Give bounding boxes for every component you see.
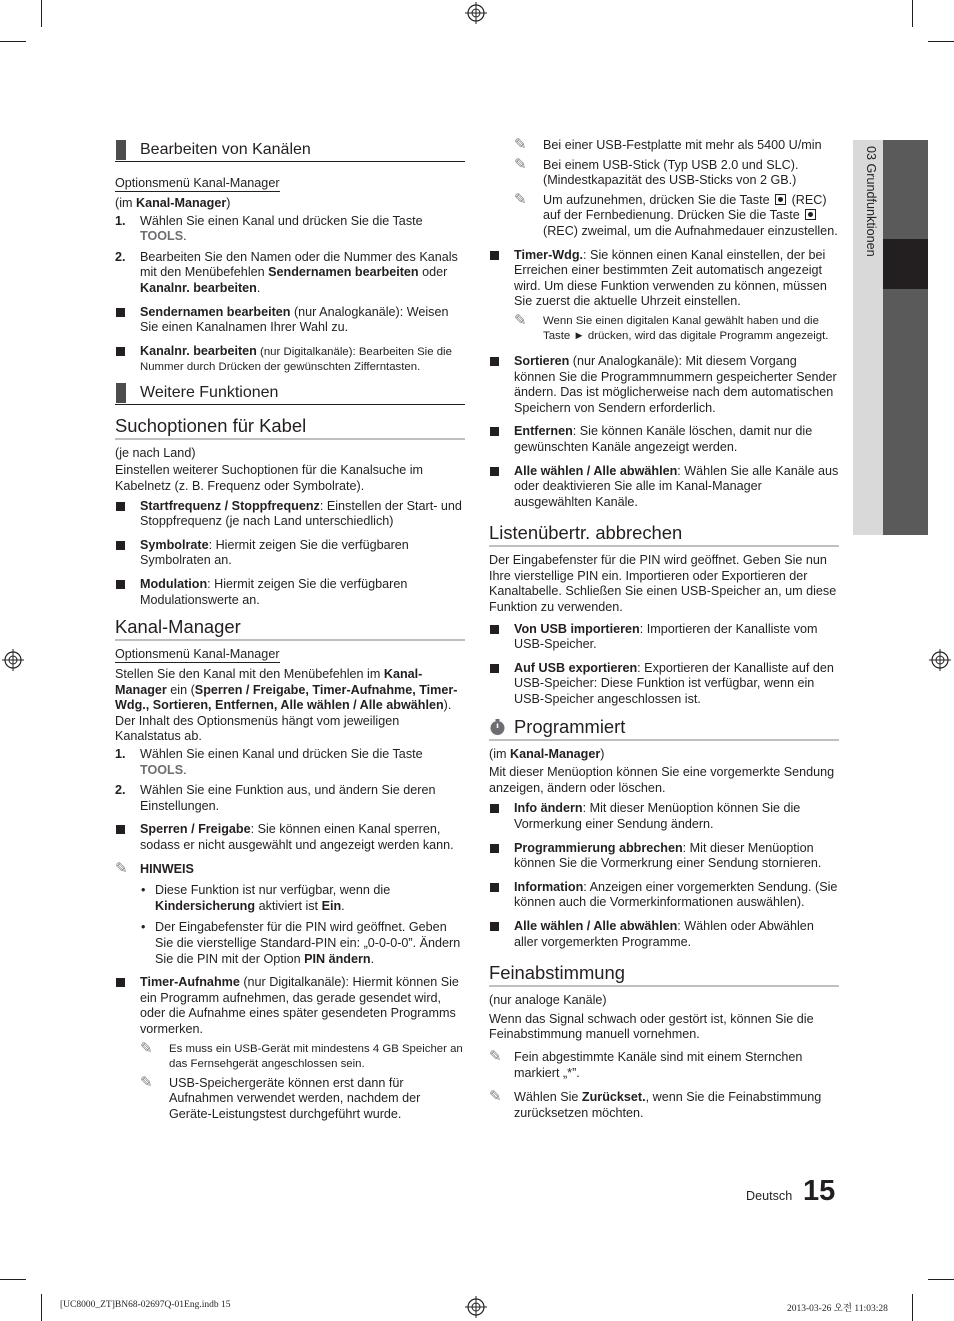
bullet-alle-waehlen-programme: Alle wählen / Alle abwählen: Wählen oder Abwählen aller vorgemerkten Programme. <box>489 919 839 950</box>
bullet-entfernen: Entfernen: Sie können Kanäle löschen, damit nur die gewünschten Kanäle angezeigt werden. <box>489 424 839 455</box>
options-menu-label: Optionsmenü Kanal-Manager <box>115 176 280 190</box>
note-sternchen: ✎ Fein abgestimmte Kanäle sind mit einem Sternchen markiert „*”. <box>489 1047 803 1080</box>
note-pencil-icon: ✎ <box>140 1073 153 1091</box>
step-1: 1. Wählen Sie einen Kanal und drücken Sie die Taste TOOLS. <box>115 747 423 777</box>
section-bearbeiten-heading: Bearbeiten von Kanälen <box>115 140 465 162</box>
crop-mark <box>0 1279 26 1280</box>
context-note: (im Kanal-Manager) <box>489 746 605 761</box>
manager-intro: Stellen Sie den Kanal mit den Menübefehlen im Kanal-Manager ein (Sperren / Freigabe, Timer-Aufnahme, Timer-Wdg., Sortieren, Entfernen, Alle wählen / Alle abwählen). Der Inhalt des Optionsmenüs hängt vom jeweiligen Kanalstatus ab. <box>115 667 458 744</box>
bullet-modulation: Modulation: Hiermit zeigen Sie die verfügbaren Modulationswerte an. <box>115 577 465 608</box>
rec-button-icon <box>805 209 816 220</box>
note-zuruecksetzen: ✎ Wählen Sie Zurückset., wenn Sie die Feinabstimmung zurücksetzen möchten. <box>489 1088 822 1120</box>
hinweis-label: ✎ HINWEIS <box>115 859 194 877</box>
bullet-sperren: Sperren / Freigabe: Sie können einen Kanal sperren, sodass er nicht ausgewählt und angezeigt werden kann. <box>115 822 465 853</box>
usb-notes <box>489 138 839 240</box>
note-pencil-icon: ✎ <box>514 190 527 208</box>
side-tab-dark <box>883 140 928 535</box>
programmiert-title: Programmiert <box>489 716 839 741</box>
heading-bar <box>116 140 126 160</box>
timer-clock-icon <box>489 719 506 736</box>
context-note: (je nach Land) <box>115 445 196 460</box>
hinweis-item: • Diese Funktion ist nur verfügbar, wenn die Kindersicherung aktiviert ist Ein. <box>141 883 391 913</box>
note-pencil-icon: ✎ <box>489 1047 502 1065</box>
crop-mark <box>41 0 42 27</box>
suchoptionen-title: Suchoptionen für Kabel <box>115 415 465 440</box>
crop-mark <box>912 1294 913 1321</box>
bullet-sendernamen: Sendernamen bearbeiten (nur Analogkanäle): Weisen Sie einen Kanalnamen Ihrer Wahl zu. <box>115 305 465 336</box>
kanal-manager-title: Kanal-Manager <box>115 616 465 641</box>
step-2: 2. Bearbeiten Sie den Namen oder die Nummer des Kanals mit den Menübefehlen Sendernamen bearbeiten oder Kanalnr. bearbeiten. <box>115 249 458 295</box>
crop-mark <box>928 1279 954 1280</box>
options-menu-label: Optionsmenü Kanal-Manager <box>115 647 280 662</box>
programmiert-intro: Mit dieser Menüoption können Sie eine vorgemerkte Sendung anzeigen, ändern oder löschen. <box>489 765 835 795</box>
listenuebertr-title: Listenübertr. abbrechen <box>489 522 839 547</box>
note-pencil-icon: ✎ <box>115 859 128 877</box>
bullet-sortieren: Sortieren (nur Analogkanäle): Mit diesem Vorgang können Sie die Programmnummern gespeicherter Sender ändern. Das ist möglicherweise nach dem automatischen Speichern von Sendern erforderlich. <box>489 354 839 416</box>
registration-mark-icon <box>465 2 487 24</box>
note-usb-4gb: ✎ Es muss ein USB-Gerät mit mindestens 4 GB Speicher an das Fernsehgerät angeschlossen sein. <box>140 1039 463 1070</box>
hinweis-item: • Der Eingabefenster für die PIN wird geöffnet. Geben Sie die vierstellige Standard-PIN ein: „0-0-0-0”. Ändern Sie die PIN mit der Option PIN ändern. <box>141 920 461 966</box>
footer-filename: [UC8000_ZT]BN68-02697Q-01Eng.indb 15 <box>60 1300 231 1310</box>
timer-notes <box>489 311 839 344</box>
note-pencil-icon: ✎ <box>489 1088 502 1106</box>
registration-mark-icon <box>465 1296 487 1318</box>
bullet-symbolrate: Symbolrate: Hiermit zeigen Sie die verfügbaren Symbolraten an. <box>115 538 465 569</box>
heading-bar <box>116 383 126 403</box>
bullet-timer-aufnahme: Timer-Aufnahme (nur Digitalkanäle): Hiermit können Sie ein Programm aufnehmen, das gerade gesendet wird, oder die Aufnahme eines später gesendeten Programms vormerken. <box>115 975 465 1037</box>
footer-language: Deutsch <box>746 1189 793 1203</box>
note-pencil-icon: ✎ <box>514 155 527 173</box>
bullet-programmierung-abbrechen: Programmierung abbrechen: Mit dieser Menüoption können Sie die Vormerkrung einer Sendung stornieren. <box>489 841 839 872</box>
note-pencil-icon: ✎ <box>140 1039 153 1057</box>
fein-intro: Wenn das Signal schwach oder gestört ist, können Sie die Feinabstimmung manuell vornehmen. <box>489 1011 814 1042</box>
registration-mark-icon <box>929 649 951 671</box>
hinweis-list <box>115 883 465 967</box>
bullet-alle-waehlen: Alle wählen / Alle abwählen: Wählen Sie alle Kanäle aus oder deaktivieren Sie alle im Kanal-Manager ausgewählten Kanäle. <box>489 464 839 511</box>
step-2: 2. Wählen Sie eine Funktion aus, und ändern Sie deren Einstellungen. <box>115 783 436 813</box>
note-usb-stick: ✎ Bei einem USB-Stick (Typ USB 2.0 und SLC). (Mindestkapazität des USB-Sticks von 2 GB.) <box>514 155 799 188</box>
bullet-auf-usb: Auf USB exportieren: Exportieren der Kanalliste auf den USB-Speicher: Diese Funktion ist verfügbar, wenn ein USB-Speicher angeschlossen ist. <box>489 661 839 708</box>
registration-mark-icon <box>2 649 24 671</box>
rec-button-icon <box>775 194 786 205</box>
note-usb-test: ✎ USB-Speichergeräte können erst dann für Aufnahmen verwendet werden, nachdem der Geräte-Leistungstest durchgeführt wurde. <box>140 1073 421 1121</box>
context-note: (im Kanal-Manager) <box>115 196 231 210</box>
side-tab-label: 03 Grundfunktionen <box>864 146 878 257</box>
left-column <box>115 140 465 1122</box>
bullet-info-aendern: Info ändern: Mit dieser Menüoption können Sie die Vormerkung einer Sendung ändern. <box>489 801 839 832</box>
note-digital: ✎ Wenn Sie einen digitalen Kanal gewählt haben und die Taste ► drücken, wird das digitale Programm angezeigt. <box>514 311 829 342</box>
crop-mark <box>0 41 26 42</box>
listen-intro: Der Eingabefenster für die PIN wird geöffnet. Geben Sie nun Ihre vierstellige PIN ein. Importieren oder Exportieren der Kanaltabelle. Schließen Sie einen USB-Speicher an, um diese Funktion zu verwenden. <box>489 553 837 615</box>
note-rec: ✎ Um aufzunehmen, drücken Sie die Taste (REC) auf der Fernbedienung. Drücken Sie die Taste (REC) zweimal, um die Aufnahmedauer einzustellen. <box>514 190 838 238</box>
bullet-startfrequenz: Startfrequenz / Stoppfrequenz: Einstellen der Start- und Stoppfrequenz (je nach Land unterschiedlich) <box>115 499 465 530</box>
crop-mark <box>41 1294 42 1321</box>
note-pencil-icon: ✎ <box>514 136 527 153</box>
page-number: 15 <box>803 1175 836 1207</box>
bullet-kanalnr: Kanalnr. bearbeiten (nur Digitalkanäle): Bearbeiten Sie die Nummer durch Drücken der gewünschten Zifferntasten. <box>115 344 465 375</box>
timer-notes <box>115 1039 465 1123</box>
right-column <box>489 138 839 1121</box>
footer-timestamp: 2013-03-26 오전 11:03:28 <box>787 1304 888 1314</box>
feinabstimmung-title: Feinabstimmung <box>489 962 839 987</box>
section-weitere-heading: Weitere Funktionen <box>115 383 465 405</box>
bullet-information: Information: Anzeigen einer vorgemerkten Sendung. (Sie können auch die Vormerkinformationen auswählen). <box>489 880 839 911</box>
arrow-right-icon: ► <box>573 329 585 342</box>
note-usb-festplatte: ✎ Bei einer USB-Festplatte mit mehr als 5400 U/min <box>514 136 822 153</box>
note-pencil-icon: ✎ <box>514 311 527 329</box>
step-1: 1. Wählen Sie einen Kanal und drücken Sie die Taste TOOLS. <box>115 213 423 244</box>
side-tab-marker <box>883 239 928 289</box>
crop-mark <box>928 41 954 42</box>
crop-mark <box>912 0 913 27</box>
bullet-timer-wdg: Timer-Wdg.: Sie können einen Kanal einstellen, der bei Erreichen einer bestimmten Zeit automatisch angezeigt wird. Um diese Funktion verwenden zu können, müssen Sie zuerst die aktuelle Uhrzeit einstellen. <box>489 248 839 310</box>
bullet-von-usb: Von USB importieren: Importieren der Kanalliste vom USB-Speicher. <box>489 622 839 653</box>
kabel-intro: Einstellen weiterer Suchoptionen für die Kanalsuche im Kabelnetz (z. B. Frequenz oder Symbolrate). <box>115 463 424 493</box>
context-note: (nur analoge Kanäle) <box>489 993 607 1008</box>
